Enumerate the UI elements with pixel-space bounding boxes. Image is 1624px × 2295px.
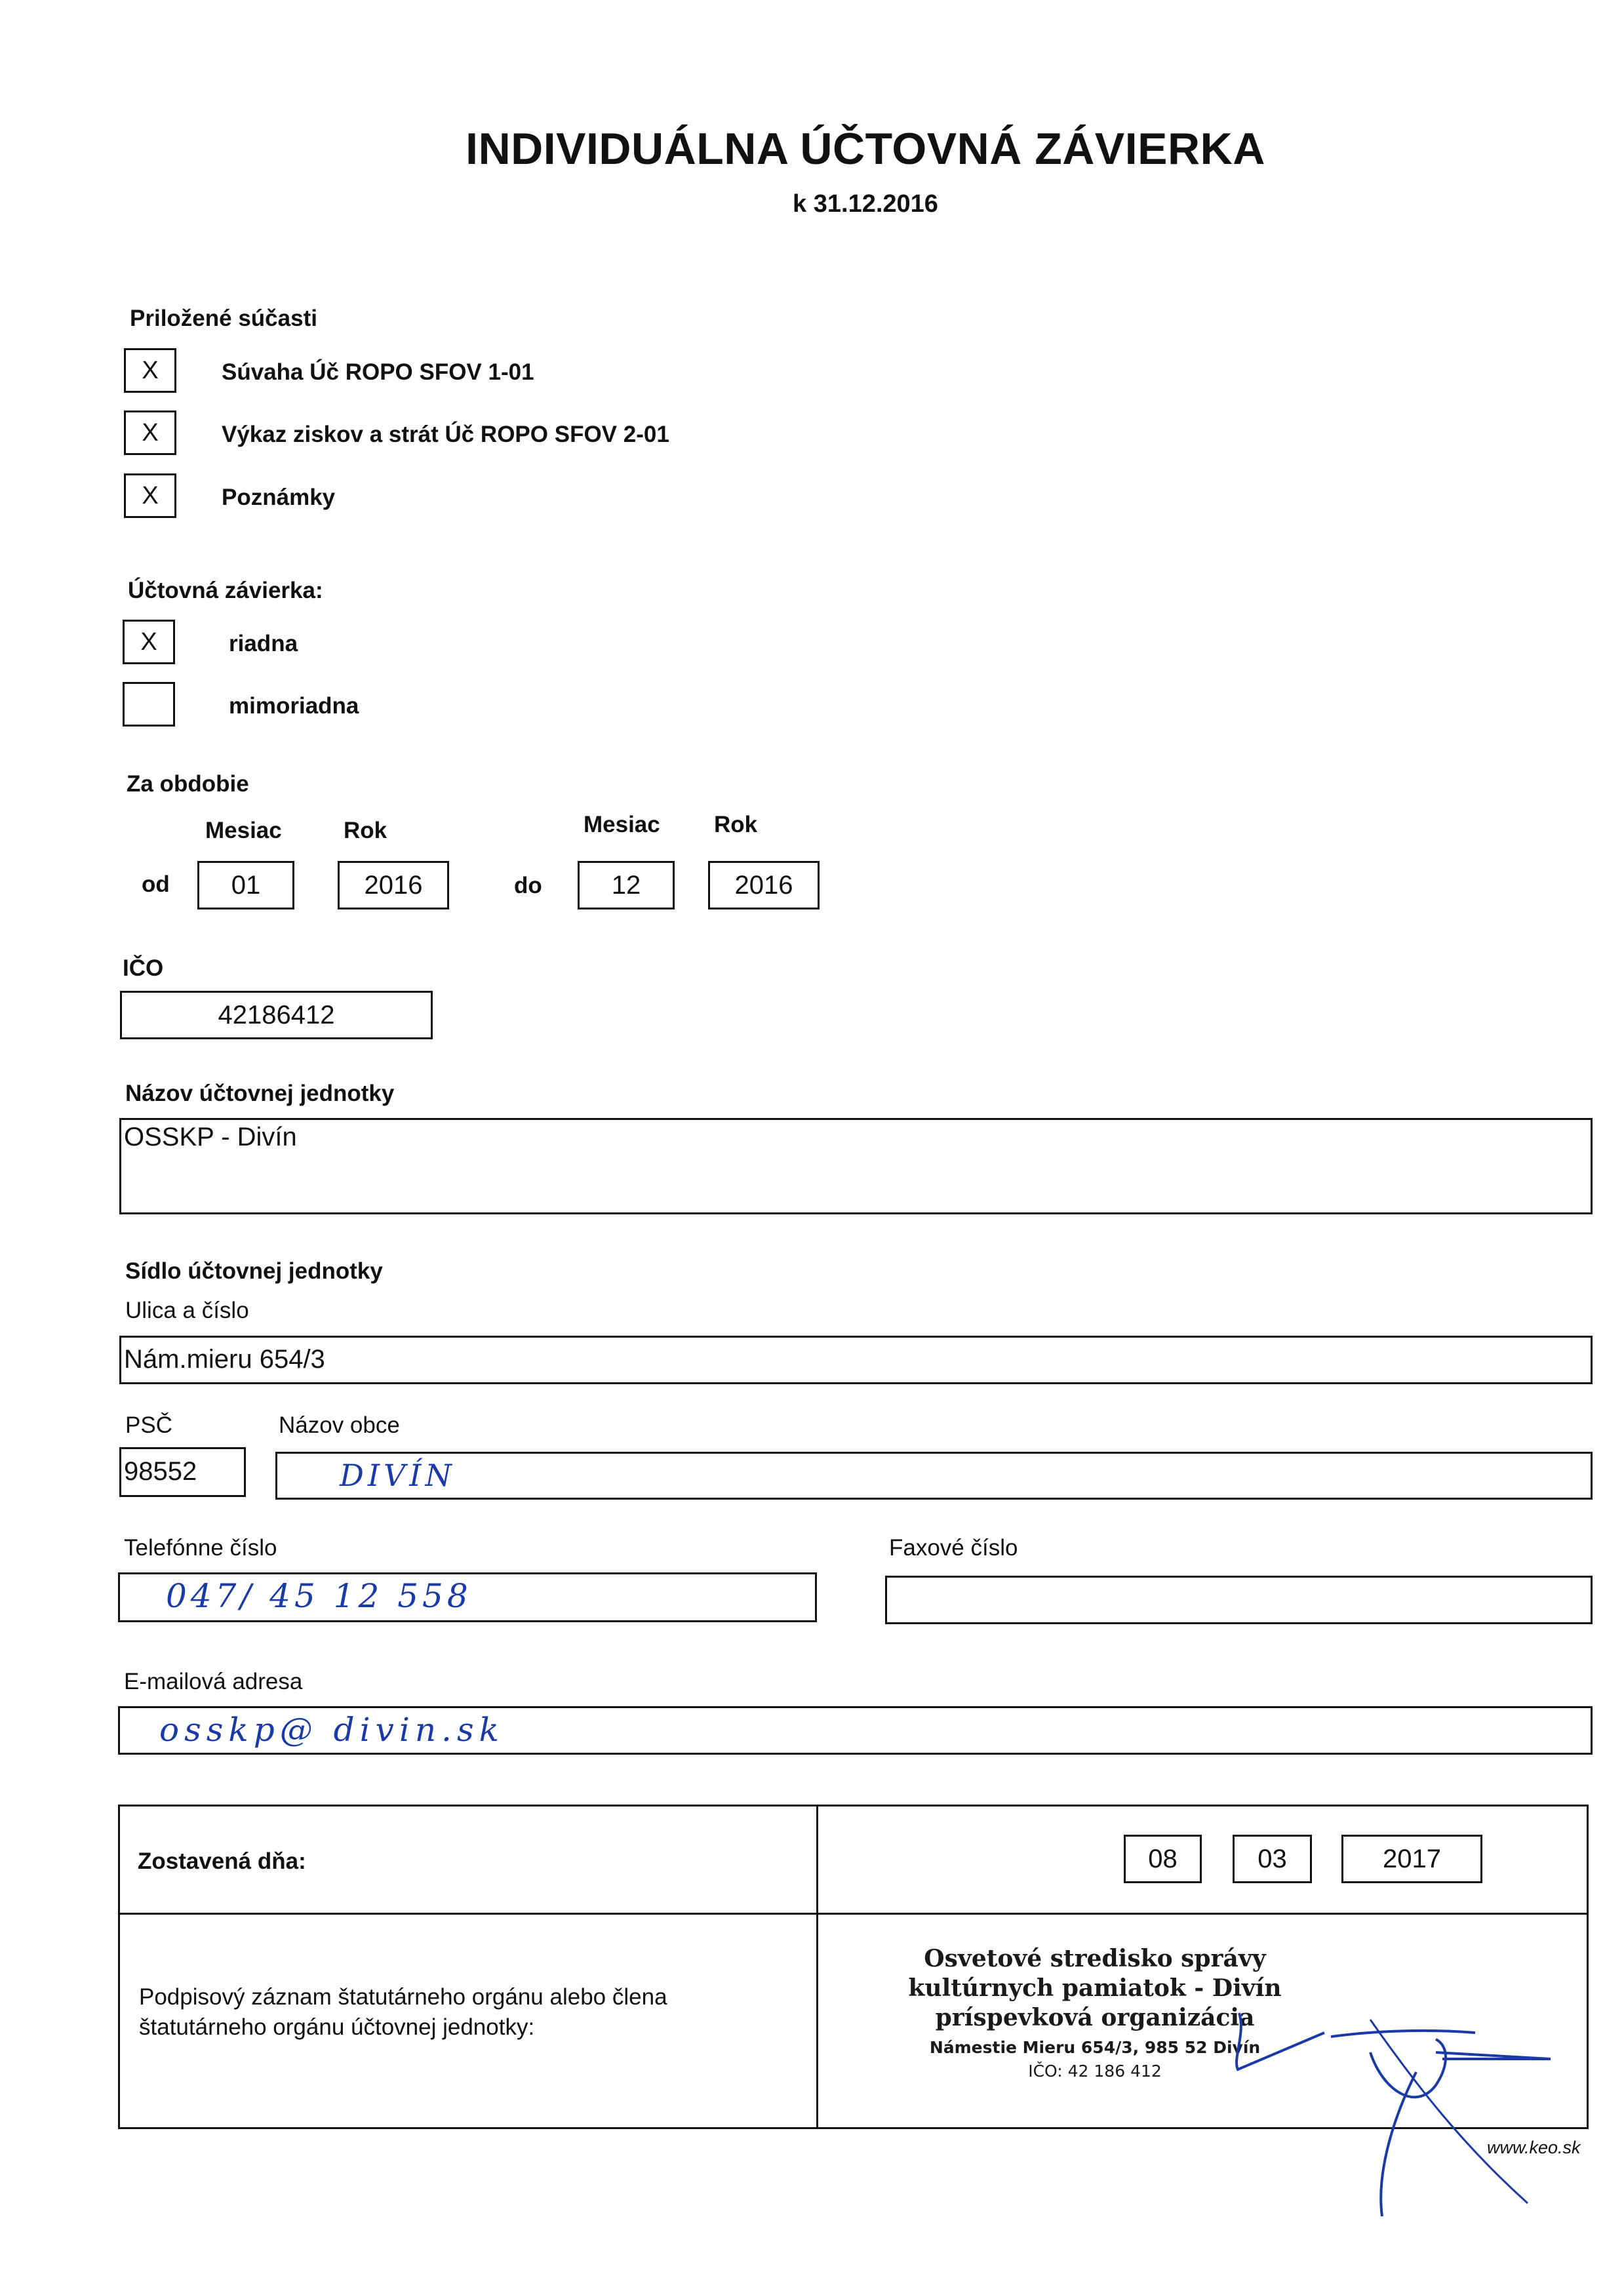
street-label: Ulica a číslo [125, 1298, 249, 1323]
period-from-month-label: Mesiac [205, 818, 282, 843]
ico-label: IČO [123, 955, 164, 981]
compiled-day-field[interactable]: 08 [1124, 1835, 1202, 1883]
period-from-year-field[interactable]: 2016 [338, 861, 449, 909]
phone-label: Telefónne číslo [124, 1535, 277, 1561]
closing-type-heading: Účtovná závierka: [128, 578, 323, 603]
attachment-checkbox-balance[interactable]: X [124, 348, 176, 393]
stamp-line1: Osvetové stredisko správy [924, 1945, 1266, 1972]
period-to-year-field[interactable]: 2016 [708, 861, 820, 909]
handwritten-signature [1219, 2006, 1574, 2229]
table-divider-vertical [816, 1806, 818, 2127]
city-field[interactable] [275, 1452, 1593, 1500]
email-handwritten: osskp@ divin.sk [159, 1711, 504, 1749]
phone-handwritten: 047/ 45 12 558 [166, 1577, 472, 1615]
psc-label: PSČ [125, 1412, 172, 1438]
phone-field[interactable] [118, 1572, 817, 1622]
city-handwritten: DIVÍN [340, 1458, 456, 1493]
attachment-checkbox-profit-loss[interactable]: X [124, 410, 176, 455]
stamp-line4: Námestie Mieru 654/3, 985 52 Divín [929, 2038, 1261, 2057]
city-label: Názov obce [279, 1412, 400, 1438]
entity-name-label: Názov účtovnej jednotky [125, 1081, 395, 1106]
entity-seat-heading: Sídlo účtovnej jednotky [125, 1258, 383, 1284]
signature-label-line1: Podpisový záznam štatutárneho orgánu alebo člena [139, 1984, 667, 2010]
psc-field[interactable]: 98552 [119, 1447, 246, 1497]
closing-checkbox-regular[interactable]: X [123, 620, 175, 664]
signature-label-line2: štatutárneho orgánu účtovnej jednotky: [139, 2014, 535, 2040]
period-heading: Za obdobie [127, 771, 249, 797]
stamp-line2: kultúrnych pamiatok - Divín [908, 1974, 1282, 2002]
period-to-year-label: Rok [714, 812, 758, 837]
compiled-year-field[interactable]: 2017 [1341, 1835, 1482, 1883]
closing-checkbox-extraordinary[interactable] [123, 682, 175, 727]
fax-label: Faxové číslo [889, 1535, 1018, 1561]
period-to-month-field[interactable]: 12 [578, 861, 675, 909]
attachments-heading: Priložené súčasti [130, 306, 317, 331]
email-field[interactable] [118, 1706, 1593, 1755]
period-to-month-label: Mesiac [584, 812, 660, 837]
attachment-label-profit-loss: Výkaz ziskov a strát Úč ROPO SFOV 2-01 [222, 422, 669, 447]
street-field[interactable]: Nám.mieru 654/3 [119, 1336, 1593, 1384]
attachment-label-balance: Súvaha Úč ROPO SFOV 1-01 [222, 359, 534, 385]
closing-label-regular: riadna [229, 631, 298, 656]
document-title: INDIVIDUÁLNA ÚČTOVNÁ ZÁVIERKA [465, 124, 1265, 174]
attachment-checkbox-notes[interactable]: X [124, 473, 176, 518]
email-label: E-mailová adresa [124, 1669, 303, 1694]
period-from-label: od [142, 871, 170, 897]
compiled-label: Zostavená dňa: [138, 1848, 306, 1874]
attachment-label-notes: Poznámky [222, 485, 336, 510]
footer-url: www.keo.sk [1487, 2138, 1581, 2157]
compiled-month-field[interactable]: 03 [1233, 1835, 1312, 1883]
entity-name-field[interactable]: OSSKP - Divín [119, 1118, 1593, 1214]
stamp-line5: IČO: 42 186 412 [1028, 2062, 1162, 2081]
period-from-month-field[interactable]: 01 [197, 861, 294, 909]
period-to-label: do [514, 873, 542, 898]
stamp-line3: príspevková organizácia [935, 2004, 1255, 2031]
table-divider-horizontal [120, 1913, 1587, 1915]
ico-field[interactable]: 42186412 [120, 991, 433, 1039]
period-from-year-label: Rok [344, 818, 387, 843]
document-subtitle: k 31.12.2016 [793, 190, 938, 218]
closing-label-extraordinary: mimoriadna [229, 693, 359, 719]
fax-field[interactable] [885, 1576, 1593, 1624]
